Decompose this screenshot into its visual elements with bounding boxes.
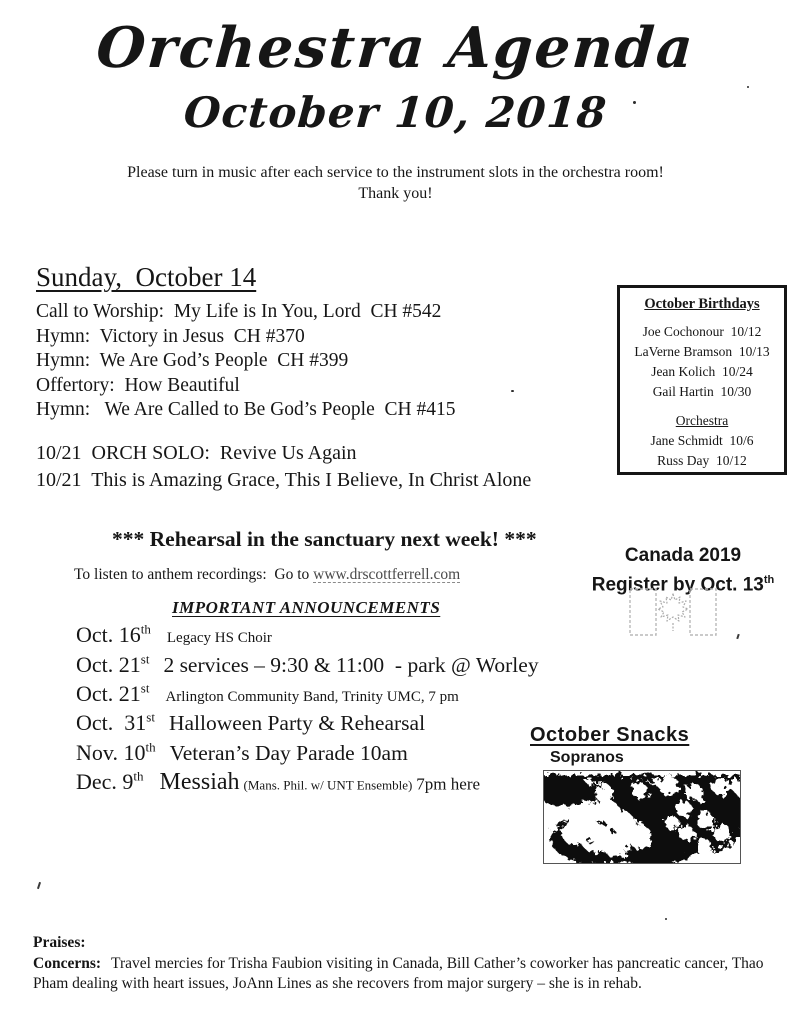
- service-line: Hymn: Victory in Jesus CH #370: [36, 325, 305, 347]
- ordinal-suffix: st: [146, 709, 155, 725]
- announcement-detail: Legacy HS Choir: [166, 630, 272, 647]
- scan-artifact: [633, 101, 636, 104]
- page-title: Orchestra Agenda: [94, 15, 697, 81]
- birthday-entry: LaVerne Bramson 10/13: [634, 344, 770, 359]
- notice-line-2: Thank you!: [358, 184, 433, 202]
- announcement-detail: Arlington Community Band, Trinity UMC, 7 pm: [165, 688, 459, 705]
- birthday-entry: Jane Schmidt 10/6: [650, 433, 754, 448]
- announcement-date: Oct. 21st: [76, 651, 150, 677]
- service-line: Hymn: We Are God’s People CH #399: [36, 350, 349, 371]
- anthem-recordings-link[interactable]: www.drscottferrell.com: [313, 566, 461, 583]
- scan-artifact: [736, 634, 739, 639]
- header: [0, 0, 791, 204]
- canada-flag-outline-icon: [627, 586, 719, 640]
- ordinal-suffix: th: [133, 768, 144, 784]
- birthdays-orchestra-subheading: Orchestra: [675, 413, 729, 428]
- ordinal-suffix: th: [763, 574, 775, 586]
- birthdays-heading: October Birthdays: [644, 296, 760, 312]
- canada-trip-title: Canada 2019: [624, 545, 742, 566]
- announcement-row: [76, 681, 616, 707]
- service-line: Call to Worship: My Life is In You, Lord CH #542: [36, 301, 442, 322]
- announcement-date: Oct. 21st: [76, 680, 150, 706]
- announcement-detail: Veteran’s Day Parade 10am: [169, 740, 408, 765]
- announcement-detail: 2 services – 9:30 & 11:00 - park @ Worley: [163, 652, 539, 677]
- anthem-recordings-line: [74, 566, 460, 584]
- announcement-row: [76, 651, 616, 677]
- page-date: October 10, 2018: [182, 87, 609, 137]
- snacks-group: Sopranos: [550, 749, 624, 766]
- october-snacks-section: [530, 724, 744, 864]
- scan-artifact: [747, 86, 749, 88]
- announcement-detail: Messiah: [159, 768, 240, 795]
- ordinal-suffix: st: [140, 651, 150, 667]
- upcoming-line: 10/21 ORCH SOLO: Revive Us Again: [36, 442, 357, 464]
- birthday-entry: Gail Hartin 10/30: [652, 384, 752, 399]
- ordinal-suffix: st: [140, 680, 150, 696]
- birthday-entry: Jean Kolich 10/24: [651, 364, 753, 379]
- service-line: Offertory: How Beautiful: [36, 374, 240, 396]
- upcoming-line: 10/21 This is Amazing Grace, This I Believe, In Christ Alone: [36, 469, 532, 491]
- birthday-entry: Joe Cochonour 10/12: [642, 324, 762, 339]
- announcement-date: Oct. 16th: [76, 622, 151, 648]
- ordinal-suffix: th: [145, 739, 156, 755]
- anthem-recordings-prefix: To listen to anthem recordings: Go to: [74, 566, 314, 583]
- service-line: Hymn: We Are Called to Be God’s People CH #415: [36, 399, 456, 420]
- scan-artifact: [37, 882, 41, 889]
- announcement-detail-note: (Mans. Phil. w/ UNT Ensemble): [243, 776, 413, 792]
- prayer-footer: [33, 933, 769, 995]
- announcement-date: Oct. 31st: [76, 709, 155, 736]
- rehearsal-banner: *** Rehearsal in the sanctuary next week! ***: [112, 527, 537, 551]
- announcement-row: [76, 622, 616, 648]
- upcoming-anthems-section: [36, 440, 716, 494]
- service-order-section: [36, 262, 616, 423]
- concerns-paragraph: [33, 954, 769, 995]
- announcement-date: Dec. 9th: [76, 768, 144, 794]
- music-return-notice: [0, 162, 791, 204]
- ordinal-suffix: th: [140, 622, 151, 637]
- announcement-detail-suffix: 7pm here: [416, 773, 481, 793]
- concerns-text: Travel mercies for Trisha Faubion visiting in Canada, Bill Cather’s coworker has pancreatic cancer, Thao Pham dealing with heart issues, JoAnn Lines as she recovers from major surgery – she is in rehab.: [33, 954, 764, 992]
- notice-line-1: Please turn in music after each service to the instrument slots in the orchestra room!: [127, 163, 664, 181]
- birthday-entry: Russ Day 10/12: [657, 453, 747, 468]
- canada-trip-deadline: Register by Oct. 13th: [591, 574, 775, 596]
- concerns-label: Concerns:: [33, 954, 102, 972]
- praises-label: Praises:: [33, 934, 86, 951]
- announcements-heading: IMPORTANT ANNOUNCEMENTS: [172, 598, 441, 617]
- announcement-detail: Halloween Party & Rehearsal: [168, 711, 426, 736]
- service-date-heading: Sunday, October 14: [36, 262, 257, 292]
- scan-artifact: [665, 918, 667, 920]
- scan-artifact: [511, 390, 514, 392]
- snack-tray-photo: [543, 770, 741, 864]
- snacks-heading: October Snacks: [530, 724, 690, 746]
- announcement-date: Nov. 10th: [76, 739, 156, 765]
